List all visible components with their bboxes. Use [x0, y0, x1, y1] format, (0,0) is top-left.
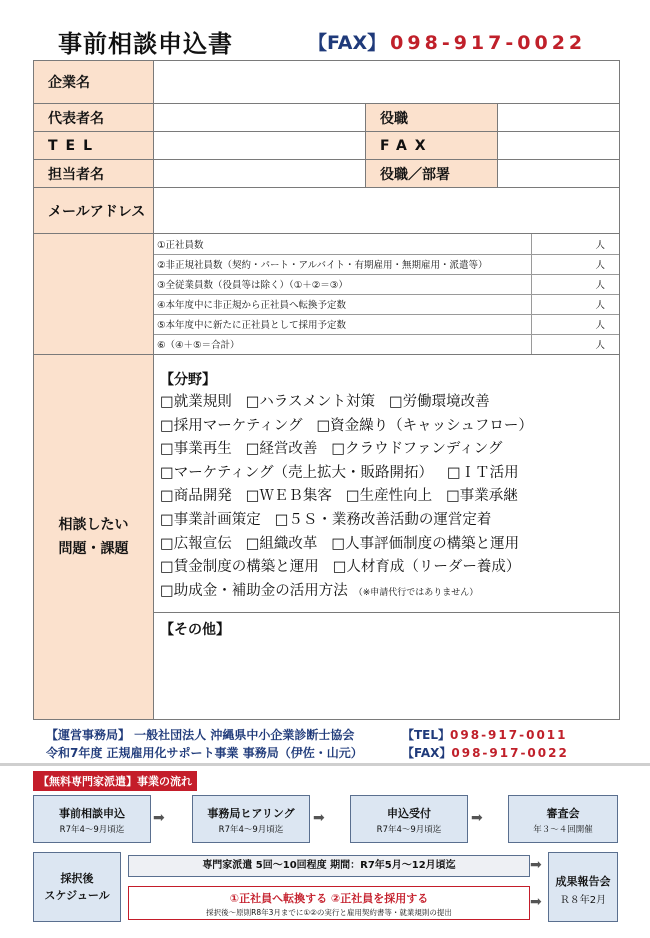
representative-label: 代表者名: [34, 104, 154, 132]
topic-checkbox[interactable]: □人事評価制度の構築と運用: [331, 535, 520, 552]
employee-row-unit[interactable]: 人: [531, 234, 619, 254]
topic-checkbox[interactable]: □経営改善: [245, 441, 318, 458]
topic-checkbox[interactable]: □人材育成（リーダー養成）: [332, 559, 521, 576]
consult-topics-label: [34, 355, 154, 720]
employee-count-cell: [154, 234, 620, 355]
fax-header: [308, 28, 586, 55]
report-title: 成果報告会: [555, 875, 611, 888]
goal-note: 採択後～原則R8年3月までに①②の実行と雇用契約書等・就業規則の提出: [206, 908, 452, 917]
flow-step-review: [508, 795, 618, 843]
topic-checkbox[interactable]: □事業再生: [160, 441, 232, 458]
consult-label-line1: 相談したい: [58, 517, 129, 533]
topic-checkbox[interactable]: □ＷＥＢ集客: [245, 488, 332, 505]
topic-line: [160, 533, 613, 557]
expert-dispatch-bar: 専門家派遣 5回～10回程度 期間：R7年5月～12月頃迄: [128, 855, 530, 877]
page-title: 事前相談申込書: [58, 30, 233, 58]
fax-label: FAX: [366, 132, 498, 160]
topic-checkbox[interactable]: □組織改革: [245, 535, 318, 552]
flow-step-sub: R7年4～9月頃迄: [376, 825, 442, 835]
office-tel-number: 098-917-0011: [450, 728, 568, 742]
arrow-right-icon: ➡: [313, 810, 325, 826]
employee-row: [154, 254, 619, 274]
flow-title: 【無料専門家派遣】事業の流れ: [33, 771, 197, 791]
topic-checkbox[interactable]: □就業規則: [160, 394, 232, 410]
contact-person-field[interactable]: [154, 160, 366, 188]
other-cell[interactable]: [154, 613, 620, 720]
topic-line: [160, 580, 613, 606]
company-name-label: 企業名: [34, 61, 154, 104]
employee-row: [154, 334, 619, 354]
topic-line: [160, 391, 613, 415]
consult-label-line2: 問題・課題: [58, 541, 129, 557]
topic-checkbox[interactable]: □クラウドファンディング: [331, 441, 503, 458]
topics-cell: [154, 355, 620, 613]
topic-line: [160, 509, 613, 533]
office-fax: [402, 744, 569, 761]
application-form: [33, 60, 620, 720]
topic-line: [160, 462, 613, 486]
flow-step-hearing: [192, 795, 310, 843]
topic-checkbox[interactable]: □事業承継: [446, 488, 518, 505]
employee-row-label: ⑥（④＋⑤＝合計）: [157, 340, 240, 352]
employee-row: [154, 234, 619, 254]
tel-field[interactable]: [154, 132, 366, 160]
topic-checkbox[interactable]: □事業計画策定: [160, 511, 261, 528]
fax-field[interactable]: [498, 132, 620, 160]
company-name-field[interactable]: [154, 61, 620, 104]
employee-row: [154, 294, 619, 314]
office-line1: [46, 726, 568, 743]
topic-line: [160, 485, 613, 509]
employee-row-unit[interactable]: 人: [531, 314, 619, 334]
flow-step-sub: R7年4～9月頃迄: [59, 825, 125, 835]
office-line2: [46, 744, 569, 761]
employee-row: [154, 274, 619, 294]
topic-line: [160, 556, 613, 580]
employee-row-unit[interactable]: 人: [531, 294, 619, 314]
dept-position-label: 役職／部署: [366, 160, 498, 188]
topic-checkbox[interactable]: □採用マーケティング: [160, 417, 303, 434]
position-field[interactable]: [498, 104, 620, 132]
representative-field[interactable]: [154, 104, 366, 132]
goal-text: ①正社員へ転換する ②正社員を採用する: [229, 892, 429, 905]
flow-step-title: 事務局ヒアリング: [207, 807, 295, 820]
fax-header-label: 【FAX】: [308, 32, 387, 54]
topic-note: （※申請代行ではありません）: [353, 587, 479, 598]
email-field[interactable]: [154, 188, 620, 234]
office-tel-label: 【TEL】: [402, 728, 451, 742]
flow-step-title: 事前相談申込: [59, 807, 125, 820]
position-label: 役職: [366, 104, 498, 132]
topic-checkbox[interactable]: □資金繰り（キャッシュフロー）: [316, 417, 533, 434]
employee-row-unit[interactable]: 人: [531, 254, 619, 274]
topic-checkbox[interactable]: □ハラスメント対策: [245, 394, 375, 410]
report-sub: Ｒ８年2月: [559, 895, 607, 906]
topic-checkbox[interactable]: □助成金・補助金の活用方法: [160, 582, 348, 599]
fax-header-number: 098-917-0022: [390, 32, 587, 54]
results-report: [548, 852, 618, 922]
dept-position-field[interactable]: [498, 160, 620, 188]
topic-checkbox[interactable]: □５Ｓ・業務改善活動の運営定着: [274, 511, 492, 528]
flow-step-acceptance: [350, 795, 468, 843]
topic-line: [160, 415, 613, 439]
office-tel: [402, 726, 568, 743]
employee-row-label: ⑤本年度中に新たに正社員として採用予定数: [154, 314, 531, 334]
other-header: 【その他】: [160, 622, 230, 638]
employee-row-label: ③全従業員数（役員等は除く）（①＋②＝③）: [154, 274, 531, 294]
topic-checkbox[interactable]: □マーケティング（売上拡大・販路開拓）: [160, 464, 433, 481]
topic-checkbox[interactable]: □ＩＴ活用: [446, 464, 519, 481]
flow-step-title: 審査会: [546, 807, 580, 820]
office-name: 【運営事務局】 一般社団法人 沖縄県中小企業診断士協会: [46, 728, 355, 742]
topic-checkbox[interactable]: □賃金制度の構築と運用: [160, 559, 319, 576]
office-fax-number: 098-917-0022: [451, 746, 569, 760]
flow-step-sub: 年３～４回開催: [533, 825, 593, 835]
topic-line: [160, 438, 613, 462]
after-line2: スケジュール: [44, 889, 110, 902]
flow-step-sub: R7年4～9月頃迄: [218, 825, 284, 835]
arrow-right-icon: ➡: [153, 810, 165, 826]
tel-label: TEL: [34, 132, 154, 160]
employee-count-table: [154, 234, 619, 354]
employee-row-label: ④本年度中に非正規から正社員へ転換予定数: [154, 294, 531, 314]
section-divider: [0, 763, 650, 766]
employee-row-unit[interactable]: 人: [531, 334, 619, 354]
office-project: 令和7年度 正規雇用化サポート事業 事務局（伊佐・山元）: [46, 746, 363, 760]
employee-row: [154, 314, 619, 334]
contact-person-label: 担当者名: [34, 160, 154, 188]
topic-checkbox[interactable]: □労働環境改善: [388, 394, 490, 410]
after-line1: 採択後: [60, 872, 94, 885]
topic-checkbox[interactable]: □広報宣伝: [160, 535, 232, 552]
employee-row-unit[interactable]: 人: [531, 274, 619, 294]
after-selection-schedule: [33, 852, 121, 922]
employee-row-label: ①正社員数: [154, 234, 531, 254]
email-label: メールアドレス: [34, 188, 154, 234]
topics-header: 【分野】: [160, 372, 216, 388]
office-fax-label: 【FAX】: [402, 746, 452, 760]
flow-step-title: 申込受付: [387, 807, 431, 820]
topic-checkbox[interactable]: □商品開発: [160, 488, 232, 505]
arrow-right-icon: ➡: [530, 894, 542, 910]
employee-row-label: ②非正規社員数（契約・パート・アルバイト・有期雇用・無期雇用・派遣等）: [154, 254, 531, 274]
employee-label-cell: [34, 234, 154, 355]
arrow-right-icon: ➡: [530, 857, 542, 873]
flow-step-application: [33, 795, 151, 843]
topic-checkbox[interactable]: □生産性向上: [345, 488, 433, 505]
goal-box: [128, 886, 530, 920]
arrow-right-icon: ➡: [471, 810, 483, 826]
